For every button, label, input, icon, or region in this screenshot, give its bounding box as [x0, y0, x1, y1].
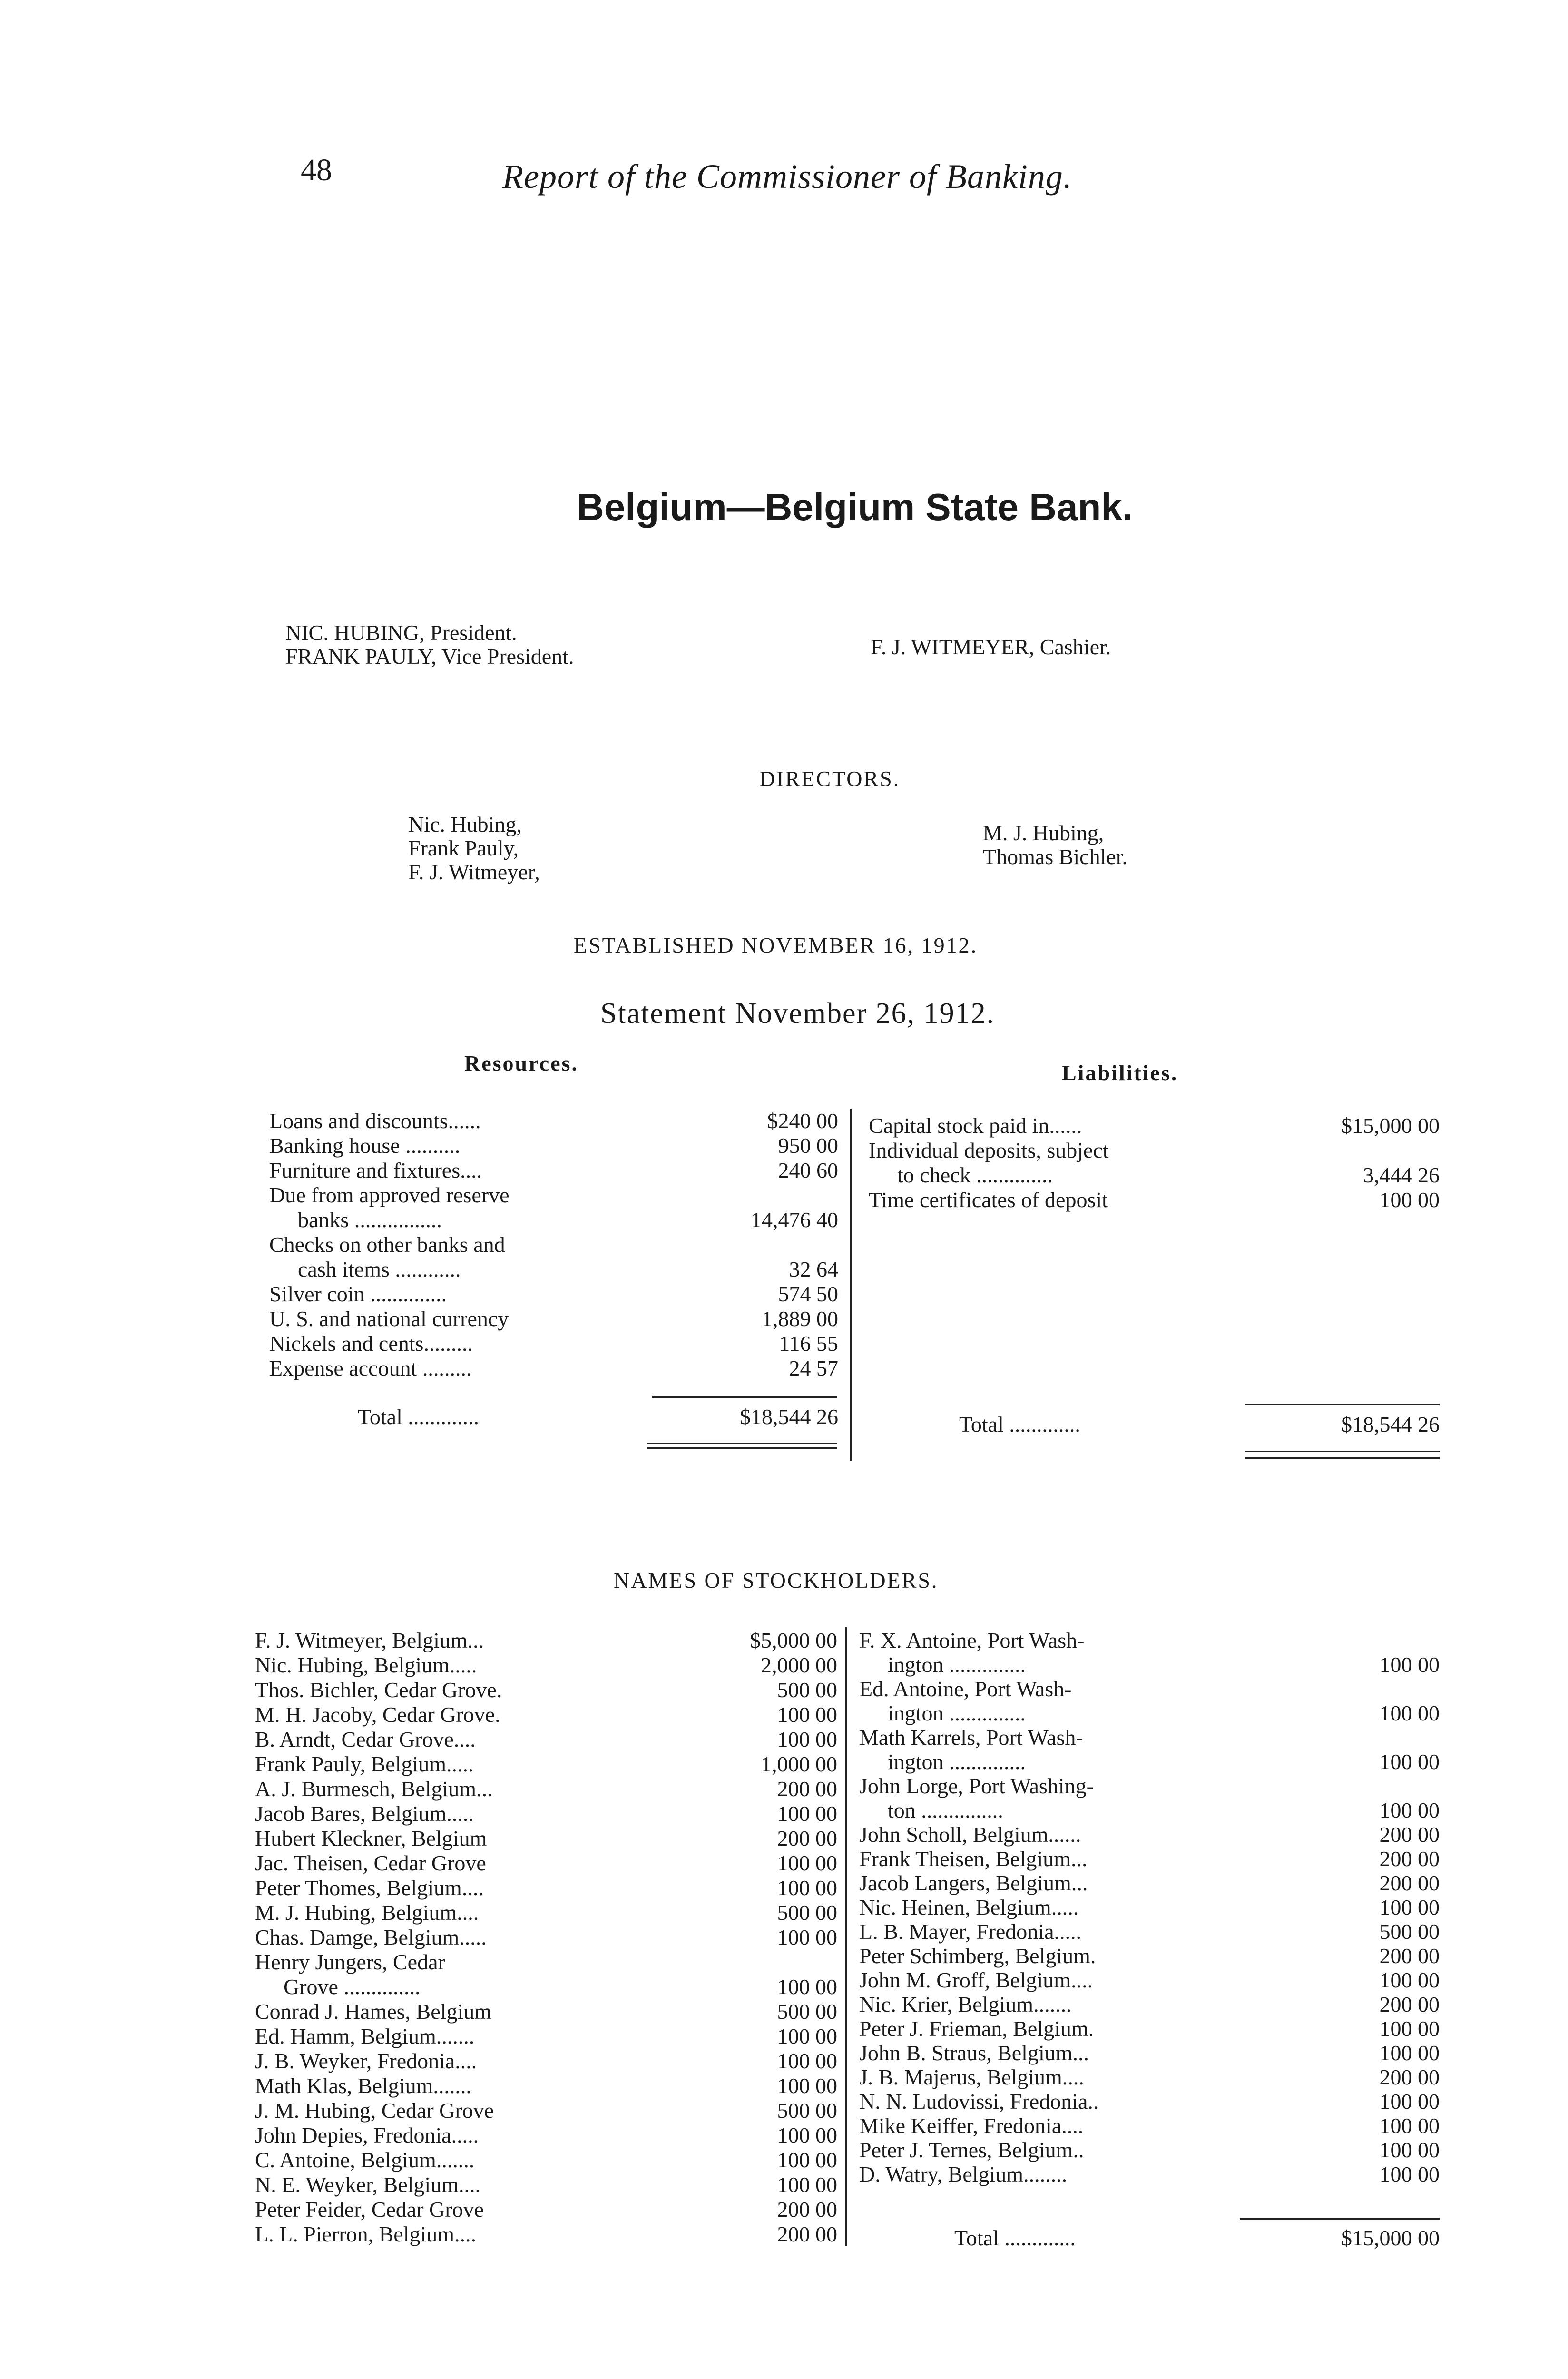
stockholders-total-row	[954, 2226, 1440, 2251]
statement-divider	[850, 1109, 852, 1461]
stockholder-left-amount: 100 00	[777, 1975, 837, 1999]
stockholder-left-row	[255, 2123, 837, 2148]
stockholder-right-amount: 100 00	[1379, 2016, 1440, 2041]
resource-row	[269, 1282, 838, 1307]
liability-row	[869, 1188, 1440, 1212]
president-line: NIC. HUBING, President.	[285, 620, 517, 645]
stockholder-left-row	[255, 2074, 837, 2098]
stockholder-left-amount: 100 00	[777, 2123, 837, 2147]
stockholder-left-row	[255, 1999, 837, 2024]
stockholder-right-label: Peter J. Ternes, Belgium..	[859, 2138, 1084, 2162]
stockholder-right-row	[859, 1677, 1440, 1701]
stockholder-left-label: A. J. Burmesch, Belgium...	[255, 1777, 493, 1801]
stockholder-right-label: Nic. Krier, Belgium.......	[859, 1992, 1072, 2016]
stockholder-right-label: Peter Schimberg, Belgium.	[859, 1944, 1096, 1968]
stockholder-left-row	[255, 1900, 837, 1925]
resource-amount: 574 50	[778, 1282, 838, 1306]
stockholder-left-row	[255, 1876, 837, 1900]
stockholder-right-row	[859, 2089, 1440, 2114]
liability-row	[869, 1138, 1440, 1163]
stockholders-heading: NAMES OF STOCKHOLDERS.	[614, 1568, 939, 1593]
stockholder-right-amount: 100 00	[1379, 2138, 1440, 2162]
stockholder-left-label: Math Klas, Belgium.......	[255, 2074, 471, 2098]
stockholder-right-row	[859, 1628, 1440, 1652]
stockholder-left-amount: 100 00	[777, 1801, 837, 1826]
stockholder-right-row	[859, 2065, 1440, 2089]
stockholder-right-amount: 100 00	[1379, 1652, 1440, 1677]
stockholder-right-amount: 200 00	[1379, 1944, 1440, 1968]
stockholder-left-label: N. E. Weyker, Belgium....	[255, 2173, 480, 2197]
resource-row	[269, 1158, 838, 1183]
stockholder-left-label: C. Antoine, Belgium.......	[255, 2148, 475, 2172]
resource-row	[269, 1331, 838, 1356]
liability-label: to check ..............	[897, 1163, 1053, 1187]
stockholder-left-amount: 2,000 00	[761, 1653, 837, 1677]
statement-title: Statement November 26, 1912.	[600, 997, 995, 1030]
liability-label: Individual deposits, subject	[869, 1138, 1109, 1162]
stockholder-left-amount: 200 00	[777, 2222, 837, 2246]
stockholder-right-row	[859, 1652, 1440, 1677]
stockholder-left-row	[255, 1678, 837, 1702]
resources-total-label: Total .............	[358, 1405, 479, 1429]
liabilities-total-row	[959, 1412, 1440, 1437]
resource-label: cash items ............	[298, 1257, 461, 1281]
resources-heading: Resources.	[464, 1051, 578, 1075]
established-line: ESTABLISHED NOVEMBER 16, 1912.	[574, 933, 978, 957]
liability-label: Capital stock paid in......	[869, 1113, 1082, 1138]
running-title: Report of the Commissioner of Banking.	[502, 157, 1072, 196]
resource-label: Checks on other banks and	[269, 1232, 505, 1257]
stockholder-left-amount: 100 00	[777, 2049, 837, 2073]
resources-total-amount: $18,544 26	[740, 1405, 838, 1429]
stockholder-left-label: Chas. Damge, Belgium.....	[255, 1925, 487, 1949]
resource-label: Furniture and fixtures....	[269, 1158, 482, 1182]
directors-heading: DIRECTORS.	[759, 767, 901, 791]
resource-amount: 116 55	[779, 1331, 838, 1356]
stockholder-left-amount: $5,000 00	[750, 1628, 837, 1652]
stockholder-right-amount: 100 00	[1379, 2162, 1440, 2186]
vice-president-line: FRANK PAULY, Vice President.	[285, 644, 574, 668]
stockholder-right-label: ington ..............	[888, 1701, 1026, 1725]
resource-label: Loans and discounts......	[269, 1109, 481, 1133]
stockholder-left-row	[255, 2098, 837, 2123]
stockholder-left-row	[255, 2222, 837, 2247]
stockholder-right-amount: 100 00	[1379, 2114, 1440, 2138]
stockholder-left-label: J. M. Hubing, Cedar Grove	[255, 2098, 494, 2123]
stockholder-left-label: John Depies, Fredonia.....	[255, 2123, 479, 2147]
resource-label: Nickels and cents.........	[269, 1331, 473, 1356]
liability-label: Time certificates of deposit	[869, 1188, 1108, 1212]
stockholder-left-row	[255, 1950, 837, 1975]
stockholder-left-label: Jacob Bares, Belgium.....	[255, 1801, 474, 1826]
resource-amount: 14,476 40	[751, 1208, 838, 1232]
stockholder-right-label: Nic. Heinen, Belgium.....	[859, 1895, 1079, 1919]
stockholder-left-row	[255, 1975, 837, 1999]
stockholder-right-row	[859, 1944, 1440, 1968]
director-left-1: Nic. Hubing,	[408, 812, 522, 836]
resource-row	[269, 1356, 838, 1381]
stockholder-left-label: Peter Thomes, Belgium....	[255, 1876, 484, 1900]
resource-label: U. S. and national currency	[269, 1307, 509, 1331]
stockholder-right-row	[859, 1725, 1440, 1750]
liability-amount: $15,000 00	[1341, 1113, 1440, 1138]
stockholder-left-label: Nic. Hubing, Belgium.....	[255, 1653, 477, 1677]
resource-label: Banking house ..........	[269, 1133, 461, 1158]
stockholder-left-label: B. Arndt, Cedar Grove....	[255, 1727, 476, 1751]
stockholder-right-row	[859, 1895, 1440, 1919]
stockholder-right-row	[859, 2016, 1440, 2041]
stockholder-right-row	[859, 1871, 1440, 1895]
stockholder-right-row	[859, 2041, 1440, 2065]
stockholder-right-label: John B. Straus, Belgium...	[859, 2041, 1089, 2065]
stockholder-left-label: Conrad J. Hames, Belgium	[255, 1999, 491, 2024]
director-right-2: Thomas Bichler.	[983, 845, 1128, 869]
stockholder-right-amount: 200 00	[1379, 1871, 1440, 1895]
stockholder-left-label: Henry Jungers, Cedar	[255, 1950, 445, 1974]
stockholder-left-row	[255, 1653, 837, 1678]
resource-amount: 950 00	[778, 1133, 838, 1158]
resource-row	[269, 1133, 838, 1158]
resources-total-row	[358, 1405, 838, 1429]
stockholder-left-row	[255, 1801, 837, 1826]
stockholder-right-amount: 200 00	[1379, 1847, 1440, 1871]
stockholder-right-label: L. B. Mayer, Fredonia.....	[859, 1919, 1082, 1944]
stockholder-right-label: John M. Groff, Belgium....	[859, 1968, 1093, 1992]
stockholder-right-amount: 500 00	[1379, 1919, 1440, 1944]
resource-label: Silver coin ..............	[269, 1282, 447, 1306]
stockholder-right-label: Math Karrels, Port Wash-	[859, 1725, 1083, 1750]
stockholder-right-label: D. Watry, Belgium........	[859, 2162, 1068, 2186]
stockholder-left-row	[255, 1925, 837, 1950]
stockholder-right-row	[859, 1822, 1440, 1847]
stockholder-right-row	[859, 1992, 1440, 2016]
stockholder-right-amount: 100 00	[1379, 1968, 1440, 1992]
stockholder-left-row	[255, 1777, 837, 1801]
stockholder-right-row	[859, 1701, 1440, 1725]
stockholder-right-row	[859, 2114, 1440, 2138]
resource-row	[269, 1257, 838, 1282]
stockholder-right-amount: 100 00	[1379, 1895, 1440, 1919]
stockholder-left-label: L. L. Pierron, Belgium....	[255, 2222, 477, 2246]
stockholder-right-row	[859, 1919, 1440, 1944]
stockholder-left-amount: 200 00	[777, 1826, 837, 1850]
stockholder-right-row	[859, 1847, 1440, 1871]
stockholder-right-label: Ed. Antoine, Port Wash-	[859, 1677, 1072, 1701]
stockholder-right-amount: 200 00	[1379, 1822, 1440, 1847]
director-left-3: F. J. Witmeyer,	[408, 860, 540, 884]
director-right-1: M. J. Hubing,	[983, 821, 1104, 845]
stockholder-left-amount: 100 00	[777, 1925, 837, 1949]
resources-total-double-rule	[647, 1442, 837, 1449]
stockholder-left-amount: 100 00	[777, 1727, 837, 1751]
resource-amount: $240 00	[767, 1109, 838, 1133]
stockholder-right-label: N. N. Ludovissi, Fredonia..	[859, 2089, 1099, 2114]
stockholder-left-amount: 100 00	[777, 2148, 837, 2172]
stockholder-right-row	[859, 1968, 1440, 1992]
stockholder-right-label: ington ..............	[888, 1750, 1026, 1774]
stockholder-right-label: J. B. Majerus, Belgium....	[859, 2065, 1084, 2089]
stockholder-left-row	[255, 1702, 837, 1727]
stockholder-left-amount: 100 00	[777, 2173, 837, 2197]
stockholder-left-row	[255, 2049, 837, 2074]
stockholder-left-amount: 1,000 00	[761, 1752, 837, 1776]
stockholder-left-label: J. B. Weyker, Fredonia....	[255, 2049, 477, 2073]
stockholder-left-label: M. J. Hubing, Belgium....	[255, 1900, 479, 1925]
stockholder-left-row	[255, 1752, 837, 1777]
liabilities-total-label: Total .............	[959, 1412, 1080, 1436]
stockholder-right-row	[859, 2138, 1440, 2162]
resource-row	[269, 1208, 838, 1232]
stockholder-right-amount: 100 00	[1379, 2089, 1440, 2114]
cashier-line: F. J. WITMEYER, Cashier.	[871, 635, 1111, 659]
liability-row	[869, 1113, 1440, 1138]
liability-amount: 100 00	[1379, 1188, 1440, 1212]
stockholders-divider	[845, 1627, 847, 2246]
stockholder-left-amount: 500 00	[777, 1999, 837, 2024]
liabilities-total-rule	[1245, 1404, 1440, 1405]
stockholder-left-label: Frank Pauly, Belgium.....	[255, 1752, 474, 1776]
stockholder-left-amount: 500 00	[777, 1900, 837, 1925]
stockholder-right-row	[859, 1750, 1440, 1774]
stockholder-left-row	[255, 2197, 837, 2222]
stockholder-right-label: Frank Theisen, Belgium...	[859, 1847, 1088, 1871]
stockholder-left-label: Grove ..............	[284, 1975, 421, 1999]
stockholder-left-label: Jac. Theisen, Cedar Grove	[255, 1851, 486, 1875]
stockholder-left-row	[255, 2024, 837, 2049]
stockholder-left-label: F. J. Witmeyer, Belgium...	[255, 1628, 484, 1652]
resource-row	[269, 1109, 838, 1133]
resource-amount: 1,889 00	[762, 1307, 838, 1331]
liability-row	[869, 1163, 1440, 1188]
stockholders-total-label: Total .............	[954, 2226, 1076, 2250]
stockholder-right-label: Mike Keiffer, Fredonia....	[859, 2114, 1084, 2138]
stockholder-right-label: ington ..............	[888, 1652, 1026, 1677]
stockholder-left-amount: 500 00	[777, 1678, 837, 1702]
stockholder-right-amount: 100 00	[1379, 2041, 1440, 2065]
resource-label: Due from approved reserve	[269, 1183, 510, 1207]
stockholder-left-amount: 100 00	[777, 1702, 837, 1727]
stockholder-right-amount: 100 00	[1379, 1701, 1440, 1725]
bank-title: Belgium—Belgium State Bank.	[577, 486, 1133, 528]
stockholder-right-label: John Scholl, Belgium......	[859, 1822, 1081, 1847]
stockholder-left-row	[255, 2148, 837, 2173]
liabilities-total-double-rule	[1245, 1451, 1440, 1459]
liabilities-total-amount: $18,544 26	[1341, 1412, 1440, 1436]
stockholder-right-label: Jacob Langers, Belgium...	[859, 1871, 1088, 1895]
stockholder-right-label: Peter J. Frieman, Belgium.	[859, 2016, 1094, 2041]
stockholder-left-label: Thos. Bichler, Cedar Grove.	[255, 1678, 502, 1702]
resource-row	[269, 1183, 838, 1208]
stockholder-right-label: F. X. Antoine, Port Wash-	[859, 1628, 1085, 1652]
stockholders-total-rule	[1240, 2218, 1440, 2220]
stockholders-total-amount: $15,000 00	[1341, 2226, 1440, 2250]
resource-amount: 32 64	[789, 1257, 838, 1281]
stockholder-left-row	[255, 1628, 837, 1653]
stockholder-left-label: M. H. Jacoby, Cedar Grove.	[255, 1702, 500, 1727]
stockholder-right-row	[859, 2162, 1440, 2186]
resource-row	[269, 1232, 838, 1257]
stockholder-left-amount: 100 00	[777, 2024, 837, 2048]
liabilities-heading: Liabilities.	[1062, 1061, 1178, 1085]
stockholder-left-amount: 100 00	[777, 2074, 837, 2098]
stockholder-left-amount: 100 00	[777, 1851, 837, 1875]
stockholder-right-amount: 100 00	[1379, 1750, 1440, 1774]
stockholder-right-row	[859, 1774, 1440, 1798]
liability-amount: 3,444 26	[1363, 1163, 1440, 1187]
stockholder-right-amount: 200 00	[1379, 1992, 1440, 2016]
stockholder-left-label: Peter Feider, Cedar Grove	[255, 2197, 484, 2222]
resource-row	[269, 1307, 838, 1331]
stockholder-right-amount: 200 00	[1379, 2065, 1440, 2089]
stockholder-left-row	[255, 1727, 837, 1752]
stockholder-left-amount: 100 00	[777, 1876, 837, 1900]
director-left-2: Frank Pauly,	[408, 836, 519, 860]
resources-total-rule	[652, 1396, 837, 1398]
resource-label: banks ................	[298, 1208, 442, 1232]
stockholder-right-row	[859, 1798, 1440, 1822]
resource-amount: 240 60	[778, 1158, 838, 1182]
stockholder-left-row	[255, 2173, 837, 2197]
stockholder-right-amount: 100 00	[1379, 1798, 1440, 1822]
stockholder-right-label: John Lorge, Port Washing-	[859, 1774, 1094, 1798]
stockholder-left-label: Ed. Hamm, Belgium.......	[255, 2024, 475, 2048]
stockholder-left-row	[255, 1851, 837, 1876]
page-number: 48	[301, 153, 332, 187]
resource-label: Expense account .........	[269, 1356, 472, 1380]
stockholder-left-label: Hubert Kleckner, Belgium	[255, 1826, 487, 1850]
stockholder-left-amount: 500 00	[777, 2098, 837, 2123]
stockholder-left-amount: 200 00	[777, 1777, 837, 1801]
stockholder-right-label: ton ...............	[888, 1798, 1003, 1822]
stockholder-left-row	[255, 1826, 837, 1851]
resource-amount: 24 57	[789, 1356, 838, 1380]
stockholder-left-amount: 200 00	[777, 2197, 837, 2222]
